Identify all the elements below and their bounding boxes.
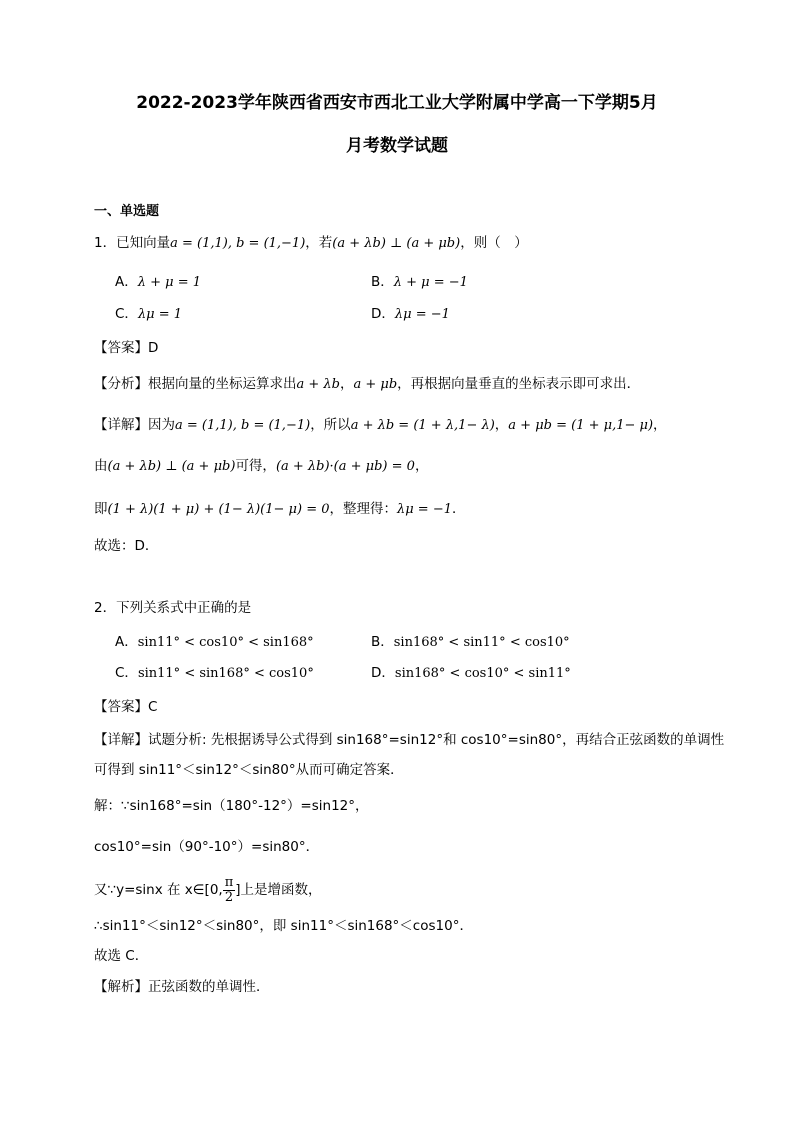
q2-option-d: [371, 664, 571, 683]
q1-answer: [94, 339, 158, 357]
q1-detail2-b: 可得，: [235, 458, 276, 474]
q2-sol3-fraction: [223, 876, 236, 905]
q1-analysis-expr-2: a + μb: [353, 377, 398, 392]
q1-option-d-text: λμ = −1: [394, 307, 450, 322]
q1-detail-tag: 【详解】: [94, 417, 148, 433]
q1-detail2-a: 由: [94, 458, 108, 474]
q1-detail3-a: 即: [94, 501, 108, 517]
q1-option-b-text: λ + μ = −1: [393, 275, 468, 290]
q1-stem-start: 1．已知向量: [94, 235, 171, 251]
q1-detail1-d: ，: [653, 417, 667, 433]
q1-option-b-label: B．: [371, 274, 394, 290]
q2-parse-tag: 【解析】: [94, 979, 148, 995]
q1-detail-line-3: [94, 500, 466, 519]
q2-option-b-text: sin168° < sin11° < cos10°: [393, 635, 570, 650]
q1-answer-value: D: [148, 340, 159, 356]
q2-stem: 2．下列关系式中正确的是: [94, 600, 252, 616]
q1-detail3-expr-1: (1 + λ)(1 + μ) + (1− λ)(1− μ) = 0: [107, 502, 330, 517]
q2-parse-text: 正弦函数的单调性．: [148, 979, 270, 995]
q1-analysis: [94, 375, 640, 394]
q1-answer-tag: 【答案】: [94, 340, 148, 356]
q2-option-c-label: C．: [115, 665, 138, 681]
q1-detail2-expr-2: (a + λb)·(a + μb) = 0: [275, 459, 415, 474]
q2-answer: [94, 698, 157, 716]
q2-parse: [94, 978, 270, 996]
doc-title-line-2: 月考数学试题: [346, 136, 448, 156]
q2-answer-value: C: [148, 699, 158, 715]
q1-stem-end: ，则（ ）: [460, 235, 528, 251]
q1-analysis-tag: 【分析】: [94, 376, 148, 392]
q1-option-d: [371, 305, 450, 324]
q2-solution-line-3: [94, 873, 322, 907]
q1-detail3-b: ，整理得：: [329, 501, 397, 517]
q2-option-c: [115, 664, 314, 683]
q2-detail-line-2: 可得到 sin11°＜sin12°＜sin80°从而可确定答案．: [94, 762, 404, 778]
section-heading: 一、单选题: [94, 204, 160, 219]
q1-option-c: [115, 305, 182, 324]
q1-detail1-expr-1: a = (1,1), b = (1,−1): [175, 418, 311, 433]
q2-answer-tag: 【答案】: [94, 699, 148, 715]
q1-stem: [94, 234, 528, 253]
q2-sol3-a: 又∵y=sinx 在 x∈[0,: [94, 882, 223, 898]
q2-solution-line-1: 解：∵sin168°=sin（180°-12°）=sin12°，: [94, 798, 369, 814]
q2-solution-line-2: cos10°=sin（90°-10°）=sin80°．: [94, 839, 320, 855]
doc-title-line-1: 2022-2023学年陕西省西安市西北工业大学附属中学高一下学期5月: [136, 93, 658, 113]
q1-detail3-c: ．: [452, 501, 466, 517]
q1-stem-condition: (a + λb) ⊥ (a + μb): [332, 236, 461, 251]
q2-detail-line-1: [94, 731, 724, 749]
q1-detail2-expr-1: (a + λb) ⊥ (a + μb): [107, 459, 236, 474]
q1-detail1-c: ，: [494, 417, 509, 433]
q1-option-a-label: A．: [115, 274, 138, 290]
q1-option-c-label: C．: [115, 306, 138, 322]
q1-analysis-text-b: ，再根据向量垂直的坐标表示即可求出．: [397, 376, 641, 392]
q2-option-b-label: B．: [371, 634, 394, 650]
q1-choose: 故选：D．: [94, 538, 159, 554]
q2-sol3-numerator: π: [224, 874, 234, 890]
q2-option-a-text: sin11° < cos10° < sin168°: [137, 635, 314, 650]
q1-stem-vectors: a = (1,1), b = (1,−1): [170, 236, 306, 251]
q1-option-b: [371, 273, 468, 292]
q1-detail3-expr-2: λμ = −1: [396, 502, 452, 517]
q1-analysis-sep: ，: [339, 376, 354, 392]
q1-analysis-text-a: 根据向量的坐标运算求出: [148, 376, 297, 392]
q2-option-a: [115, 633, 314, 652]
q1-detail2-c: ，: [414, 458, 429, 474]
q2-option-a-label: A．: [115, 634, 138, 650]
q2-sol3-b: ]上是增函数，: [235, 882, 322, 898]
q1-option-d-label: D．: [371, 306, 395, 322]
q1-detail-line-2: [94, 457, 428, 476]
q2-detail-tag: 【详解】: [94, 732, 148, 748]
q2-choose: 故选 C．: [94, 948, 149, 964]
q1-option-c-text: λμ = 1: [137, 307, 183, 322]
q2-option-c-text: sin11° < sin168° < cos10°: [137, 666, 314, 681]
q2-solution-line-4: ∴sin11°＜sin12°＜sin80°，即 sin11°＜sin168°＜cos10°．: [94, 918, 473, 934]
q2-detail1-text: 试题分析: 先根据诱导公式得到 sin168°=sin12°和 cos10°=sin80°，再结合正弦函数的单调性: [148, 732, 725, 748]
q2-sol3-denominator: 2: [224, 889, 234, 905]
q1-detail1-a: 因为: [148, 417, 175, 433]
q2-option-d-label: D．: [371, 665, 395, 681]
q1-detail-line-1: [94, 416, 667, 435]
q1-detail1-expr-3: a + μb = (1 + μ,1− μ): [508, 418, 654, 433]
q1-detail1-b: ，所以: [310, 417, 351, 433]
q2-option-d-text: sin168° < cos10° < sin11°: [394, 666, 571, 681]
q1-stem-mid: ，若: [305, 235, 333, 251]
q1-detail1-expr-2: a + λb = (1 + λ,1− λ): [350, 418, 495, 433]
q1-option-a: [115, 273, 201, 292]
q1-analysis-expr-1: a + λb: [296, 377, 340, 392]
q2-option-b: [371, 633, 570, 652]
q1-option-a-text: λ + μ = 1: [137, 275, 202, 290]
